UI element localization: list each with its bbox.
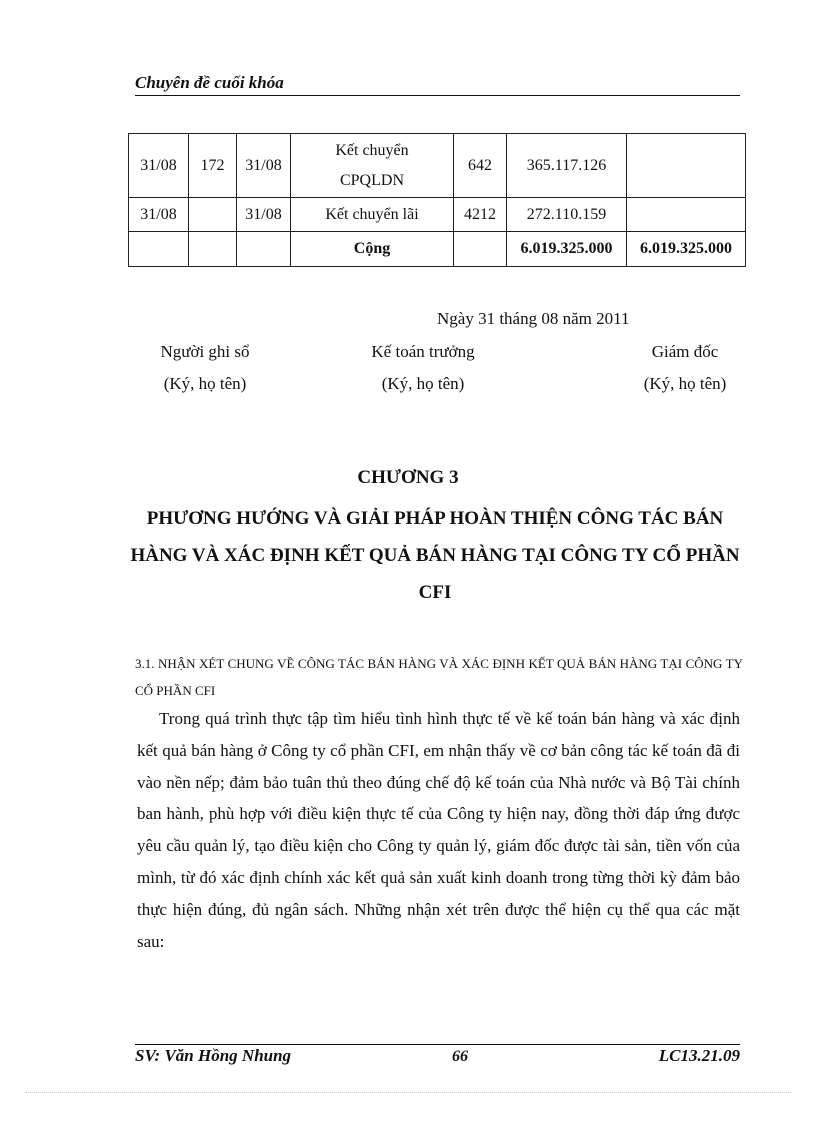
signature-role: Người ghi sổ: [160, 342, 250, 361]
cell-voucher-no: 172: [189, 134, 237, 198]
cell-date: 31/08: [237, 198, 291, 232]
signature-date: Ngày 31 tháng 08 năm 2011: [437, 309, 630, 328]
page-edge-divider: [25, 1092, 791, 1093]
chapter-number: CHƯƠNG 3: [357, 467, 459, 488]
cell-credit: [627, 134, 746, 198]
cell-voucher-no: [189, 232, 237, 267]
header-rule: [135, 95, 740, 96]
signature-director: [600, 336, 770, 400]
table-total-row: [129, 232, 746, 267]
cell-credit: [627, 198, 746, 232]
cell-date: [129, 232, 189, 267]
ledger-table: [128, 133, 746, 267]
cell-total-label: Cộng: [291, 232, 454, 267]
cell-date: [237, 232, 291, 267]
body-paragraph: Trong quá trình thực tập tìm hiểu tình hình thực tế về kế toán bán hàng và xác định kết quả bán hàng ở Công ty cổ phần CFI, em nhận thấy về cơ bản công tác kế toán đã đi vào nền nếp; đảm bảo tuân thủ theo đúng chế độ kế toán của Nhà nước và Bộ Tài chính ban hành, phù hợp với điều kiện thực tế của Công ty hiện nay, đồng thời đáp ứng được yêu cầu quản lý, tạo điều kiện cho Công ty quản lý, giám đốc được tài sản, tiền vốn của mình, từ đó xác định chính xác kết quả sản xuất kinh doanh trong từng thời kỳ đảm bảo thực hiện đúng, đủ ngân sách. Những nhận xét trên được thể hiện cụ thể qua các mặt sau:: [137, 709, 740, 951]
cell-account: 642: [454, 134, 507, 198]
signature-preparer: [120, 336, 290, 400]
chapter-title: PHƯƠNG HƯỚNG VÀ GIẢI PHÁP HOÀN THIỆN CÔNG TÁC BÁN HÀNG VÀ XÁC ĐỊNH KẾT QUẢ BÁN HÀNG TẠI CÔNG TY CỔ PHẦN CFI: [130, 508, 740, 603]
section-title: 3.1. NHẬN XÉT CHUNG VỀ CÔNG TÁC BÁN HÀNG VÀ XÁC ĐỊNH KẾT QUẢ BÁN HÀNG TẠI CÔNG TY CỔ PHẦN CFI: [135, 656, 743, 698]
description-line: CPQLDN: [339, 171, 404, 189]
cell-account: 4212: [454, 198, 507, 232]
cell-debit: 365.117.126: [507, 134, 627, 198]
cell-debit: 272.110.159: [507, 198, 627, 232]
cell-total-credit: 6.019.325.000: [627, 232, 746, 267]
signature-note: (Ký, họ tên): [163, 374, 247, 393]
signature-chief-accountant: [338, 336, 508, 400]
cell-account: [454, 232, 507, 267]
cell-total-debit: 6.019.325.000: [507, 232, 627, 267]
signature-role: Giám đốc: [651, 342, 719, 361]
signature-role: Kế toán trưởng: [371, 342, 475, 361]
table-row: [129, 134, 746, 198]
description-line: Kết chuyển: [335, 141, 409, 159]
cell-voucher-no: [189, 198, 237, 232]
cell-date: 31/08: [129, 134, 189, 198]
cell-date: 31/08: [129, 198, 189, 232]
table-row: [129, 198, 746, 232]
signature-note: (Ký, họ tên): [643, 374, 727, 393]
page-number: 66: [452, 1048, 468, 1065]
page-header-title: Chuyên đề cuối khóa: [135, 73, 284, 92]
footer-student: SV: Văn Hồng Nhung: [135, 1046, 292, 1065]
cell-date: 31/08: [237, 134, 291, 198]
cell-description: [291, 134, 454, 198]
footer-rule: [135, 1044, 740, 1045]
signature-note: (Ký, họ tên): [381, 374, 465, 393]
footer-class-code: LC13.21.09: [658, 1046, 740, 1065]
cell-description: Kết chuyển lãi: [291, 198, 454, 232]
